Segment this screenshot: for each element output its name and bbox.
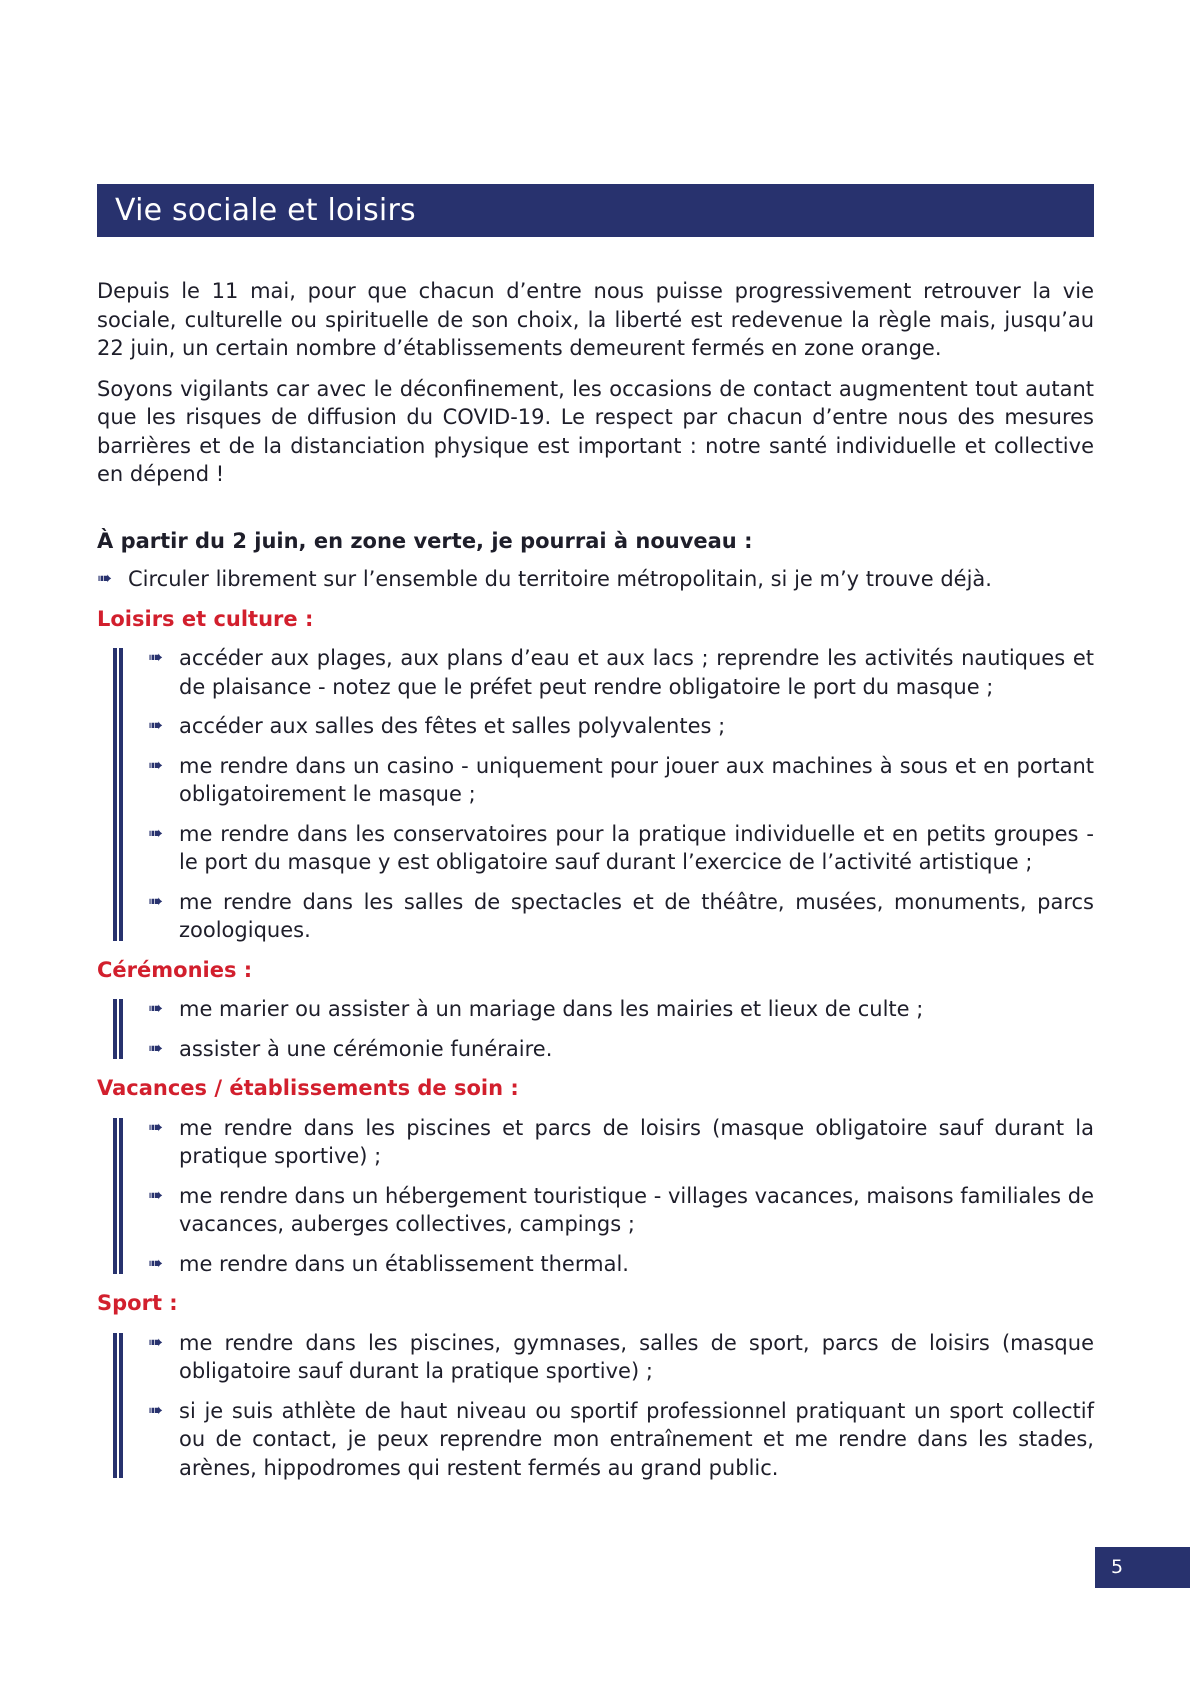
arrow-bullet-icon: ➠	[148, 822, 164, 844]
list-item-text: Circuler librement sur l’ensemble du territoire métropolitain, si je m’y trouve déjà.	[128, 567, 992, 591]
list-item-text: me rendre dans les conservatoires pour la pratique individuelle et en petits groupes - le port du masque y est obligatoire sauf durant l’exercice de l’activité artistique ;	[179, 821, 1094, 874]
list-item	[148, 995, 1094, 1024]
section-list-ceremonies	[97, 995, 1094, 1063]
arrow-bullet-icon: ➠	[148, 715, 164, 736]
list-item-text: me rendre dans les piscines, gymnases, salles de sport, parcs de loisirs (masque obligatoire sauf durant la pratique sportive) ;	[179, 1330, 1094, 1383]
section-list-vacances	[97, 1114, 1094, 1279]
section-title-loisirs: Loisirs et culture :	[97, 606, 314, 631]
list-item	[97, 565, 1094, 594]
double-bar-marker	[113, 1333, 123, 1479]
arrow-bullet-icon: ➠	[148, 1331, 164, 1353]
list-item	[148, 752, 1094, 809]
arrow-bullet-icon: ➠	[148, 1399, 164, 1421]
arrow-bullet-icon: ➠	[148, 1252, 164, 1274]
lead-heading: À partir du 2 juin, en zone verte, je pourrai à nouveau :	[97, 528, 753, 553]
section-list-sport	[97, 1329, 1094, 1483]
list-item	[148, 712, 1094, 741]
list-item-text: me rendre dans les salles de spectacles et de théâtre, musées, monuments, parcs zoologiques.	[179, 889, 1094, 942]
page-title: Vie sociale et loisirs	[115, 193, 416, 228]
list-item	[148, 1250, 1094, 1279]
intro-paragraph: Depuis le 11 mai, pour que chacun d’entre nous puisse progressivement retrouver la vie sociale, culturelle ou spirituelle de son choix, la liberté est redevenue la règle mais, jusqu’au 22 juin, un certain nombre d’établissements demeurent fermés en zone orange.	[97, 279, 1094, 360]
main-content	[97, 277, 1094, 1482]
arrow-bullet-icon: ➠	[148, 1184, 164, 1206]
list-item-text: me rendre dans un hébergement touristique - villages vacances, maisons familiales de vacances, auberges collectives, campings ;	[179, 1183, 1094, 1236]
list-item	[148, 644, 1094, 701]
list-item-text: accéder aux salles des fêtes et salles polyvalentes ;	[179, 714, 726, 738]
list-item-text: me rendre dans les piscines et parcs de loisirs (masque obligatoire sauf durant la pratique sportive) ;	[179, 1115, 1094, 1168]
arrow-bullet-icon: ➠	[148, 1037, 164, 1059]
list-item	[148, 888, 1094, 945]
list-item-text: me marier ou assister à un mariage dans les mairies et lieux de culte ;	[179, 997, 924, 1021]
double-bar-marker	[113, 1118, 123, 1275]
section-title-vacances: Vacances / établissements de soin :	[97, 1076, 519, 1100]
page-number: 5	[1095, 1547, 1190, 1588]
list-item-text: si je suis athlète de haut niveau ou sportif professionnel pratiquant un sport collectif ou de contact, je peux reprendre mon entraînement et me rendre dans les stades, arènes, hippodromes qui restent fermés au grand public.	[179, 1398, 1094, 1480]
list-item	[148, 820, 1094, 877]
list-item	[148, 1397, 1094, 1483]
arrow-bullet-icon: ➠	[97, 568, 113, 589]
list-item	[148, 1035, 1094, 1064]
section-title-sport: Sport :	[97, 1291, 178, 1315]
list-item	[148, 1114, 1094, 1171]
list-item	[148, 1329, 1094, 1386]
section-header-bar	[97, 184, 1094, 237]
list-item-text: accéder aux plages, aux plans d’eau et aux lacs ; reprendre les activités nautiques et de plaisance - notez que le préfet peut rendre obligatoire le port du masque ;	[179, 646, 1094, 699]
double-bar-marker	[113, 648, 123, 941]
list-item	[148, 1182, 1094, 1239]
arrow-bullet-icon: ➠	[148, 998, 164, 1019]
arrow-bullet-icon: ➠	[148, 754, 164, 776]
intro-paragraph: Soyons vigilants car avec le déconfinement, les occasions de contact augmentent tout autant que les risques de diffusion du COVID-19. Le respect par chacun d’entre nous des mesures barrières et de la distanciation physique est important : notre santé individuelle et collective en dépend !	[97, 376, 1094, 486]
arrow-bullet-icon: ➠	[148, 1116, 164, 1138]
list-item-text: me rendre dans un casino - uniquement pour jouer aux machines à sous et en portant obligatoirement le masque ;	[179, 753, 1094, 806]
list-item-text: me rendre dans un établissement thermal.	[179, 1251, 629, 1276]
section-list-loisirs	[97, 644, 1094, 945]
list-item-text: assister à une cérémonie funéraire.	[179, 1036, 553, 1061]
arrow-bullet-icon: ➠	[148, 890, 164, 912]
arrow-bullet-icon: ➠	[148, 647, 164, 668]
section-title-ceremonies: Cérémonies :	[97, 957, 253, 982]
double-bar-marker	[113, 999, 123, 1059]
